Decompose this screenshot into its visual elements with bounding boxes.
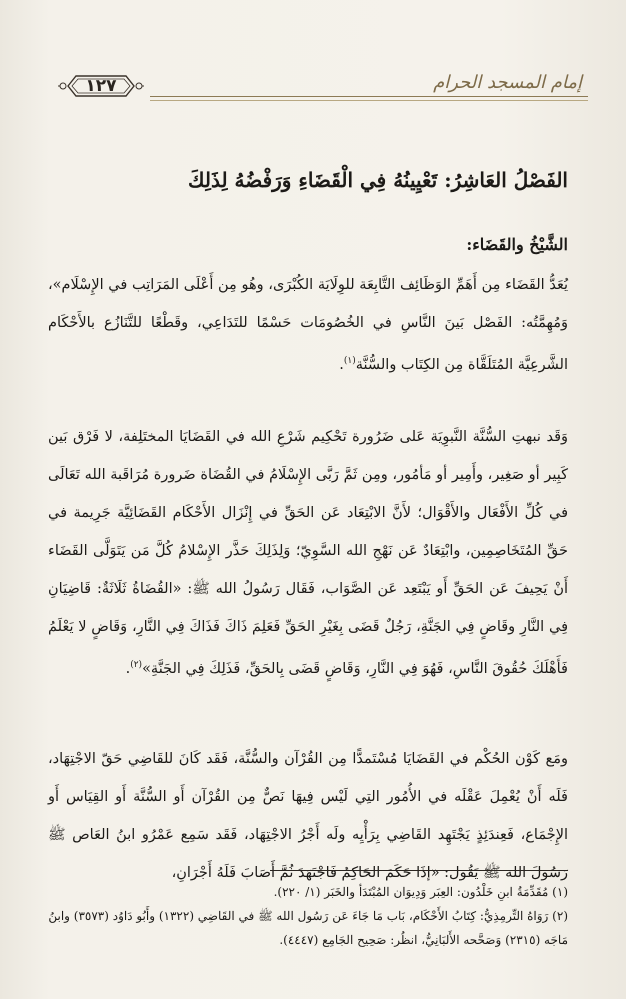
running-title: إمام المسجد الحرام bbox=[433, 72, 582, 93]
page-number-badge bbox=[58, 72, 144, 100]
page-header bbox=[58, 70, 588, 104]
footnote-ref-2: (٢) bbox=[130, 660, 143, 670]
paragraph-1: يُعَدُّ القَضَاء مِن أَهَمِّ الوَظَائِف التَّابِعَة للوِلَايَة الكُبْرَى، وهُو مِن أَعْلَى المَرَاتِب في الإِسْلَام»، وَمُهِمَّتُه: الفَصْل بَينَ النَّاسِ في الخُصُومَات حَسْمًا للتَدَاعِي، وقَطْعًا للتَّنَازُع بالأَحْكَام الشَّرعِيَّة المُتَلَقَّاة مِن الكِتَاب والسُّنَّة$^{(١)}$. bbox=[48, 277, 568, 373]
header-rule-secondary bbox=[150, 100, 588, 101]
paragraph-2: وَقَد نبهتِ السُّنَّة النَّبوِيَة عَلى ضَرُورة تَحْكِيم شَرْعِ الله في القَضَايَا المختَلِفة، لا فَرْق بَين كَبِير أو صَغِير، وأَمِير أو مَأمُور، ومِن ثَمَّ رَبَّى الإِسْلَامُ في القُضَاة ضَرورة مُرَاقَبة الله تَعَالَى في كُلِّ الأَفْعَال والأَقْوَال؛ لأَنَّ الابْتِعَاد عَن الحَقِّ في إِنْزَال الأَحْكَام القَضَائِيَّة جَرِيمة في حَقِّ المُتَخَاصِمِين، وابْتِعَادٌ عَن نَهْجِ الله السَّوِيّ؛ وَلِذَلِكَ حَذَّر الإِسْلامُ كُلَّ مَن يَتَوَلَّى القَضَاء أَنْ يَحِيفَ عَن الحَقِّ أَو يَبْتَعِد عَن الصَّوَاب، فَقَال رَسُولُ الله ﷺ: «القُضَاةُ ثَلَاثَةٌ: قَاضِيَانِ فِي النَّارِ وقَاضٍ فِي الجَنَّةِ، رَجُلٌ قَضَى بِغَيْرِ الحَقِّ فَعَلِمَ ذَاكَ فَذَاكَ فِي النَّارِ، وَقَاضٍ لا يَعْلَمُ فَأَهْلَكَ حُقُوقَ النَّاسِ، فَهُوَ فِي النَّارِ، وَقَاضٍ قَضَى بِالحَقِّ، فَذَلِكَ فِي الجَنَّةِ»$^{(٢)}$. bbox=[48, 429, 568, 677]
chapter-title: الفَصْلُ العَاشِرُ: تَعْيِينُهُ فِي الْقَضَاءِ وَرَفْضُهُ لِذَلِكَ bbox=[188, 168, 568, 192]
footnote-ref-1: (١) bbox=[343, 356, 356, 366]
footnote-2: (٢) رَوَاهُ التِّرمِذِيُّ: كِتَابُ الأَحْكَام، بَاب مَا جَاءَ عَن رَسُول الله ﷺ في القَاضِي (١٣٢٢) وأَبُو دَاوُد (٣٥٧٣) وابنُ مَاجَه (٢٣١٥) وَصَحَّحه الأَلبَانِيُّ، انظُر: صَحِيح الجَامِع (٤٤٤٧). bbox=[48, 909, 568, 947]
footnotes bbox=[48, 880, 568, 952]
paragraph-1-text: يُعَدُّ القَضَاء مِن أَهَمِّ الوَظَائِف التَّابِعَة للوِلَايَة الكُبْرَى، وهُو مِن أَعْلَى المَرَاتِب في الإِسْلَام»، وَمُهِمَّتُه: الفَصْل بَينَ النَّاسِ في الخُصُومَات حَسْمًا للتَدَاعِي، وقَطْعًا للتَّنَازُع بالأَحْكَام الشَّرعِيَّة المُتَلَقَّاة مِن الكِتَاب والسُّنَّة bbox=[48, 277, 568, 373]
paragraph-2-text: وَقَد نبهتِ السُّنَّة النَّبوِيَة عَلى ضَرُورة تَحْكِيم شَرْعِ الله في القَضَايَا المختَلِفة، لا فَرْق بَين كَبِير أو صَغِير، وأَمِير أو مَأمُور، ومِن ثَمَّ رَبَّى الإِسْلَامُ في القُضَاة ضَرورة مُرَاقَبة الله تَعَالَى في كُلِّ الأَفْعَال والأَقْوَال؛ لأَنَّ الابْتِعَاد عَن الحَقِّ في إِنْزَال الأَحْكَام القَضَائِيَّة جَرِيمة في حَقِّ المُتَخَاصِمِين، وابْتِعَادٌ عَن نَهْجِ الله السَّوِيّ؛ وَلِذَلِكَ حَذَّر الإِسْلامُ كُلَّ مَن يَتَوَلَّى القَضَاء أَنْ يَحِيفَ عَن الحَقِّ أَو يَبْتَعِد عَن الصَّوَاب، فَقَال رَسُولُ الله ﷺ: «القُضَاةُ ثَلَاثَةٌ: قَاضِيَانِ فِي النَّارِ وقَاضٍ فِي الجَنَّةِ، رَجُلٌ قَضَى بِغَيْرِ الحَقِّ فَعَلِمَ ذَاكَ فَذَاكَ فِي النَّارِ، وَقَاضٍ لا يَعْلَمُ فَأَهْلَكَ حُقُوقَ النَّاسِ، فَهُوَ فِي النَّارِ، وَقَاضٍ قَضَى بِالحَقِّ، فَذَلِكَ فِي الجَنَّةِ» bbox=[48, 429, 568, 677]
footnote-1: (١) مُقَدِّمَةُ ابنِ خَلْدُون: العِبَر وَدِيوَان المُبْتَدَأ والخَبَر (١/ ٢٢٠). bbox=[273, 885, 568, 899]
page-number: ١٢٧ bbox=[85, 76, 117, 96]
header-rule bbox=[150, 96, 588, 97]
paragraph-3-text: ومَع كَوْن الحُكْم في القَضَايَا مُسْتَمدًّا مِن القُرْآن والسُّنَّة، فَقَد كَانَ للقَاضِي حَقّ الاجْتِهَاد، فَلَه أَنْ يُعْمِلَ عَقْلَه في الأُمُور التِي لَيْس فِيهَا نَصٌّ مِن القُرْآن أَو السُّنَّة أَو القِيَاس أَو الإِجْمَاع، فَعِندَئِذٍ يَجْتَهِد القَاضِي بِرَأْيِه ولَه أَجْرُ الاجْتِهَاد، فَقَد سَمِع عَمْرُو ابنُ العَاص ﷺ رَسُولَ الله ﷺ يَقُول: «إذَا حَكَمَ الحَاكِمُ فَاجْتَهَدَ ثُمَّ أَصَابَ فَلَهُ أَجْرَانِ، bbox=[48, 751, 568, 881]
section-title: الشَّيْخُ والقَضَاء: bbox=[466, 235, 568, 254]
footnote-divider bbox=[270, 870, 568, 871]
